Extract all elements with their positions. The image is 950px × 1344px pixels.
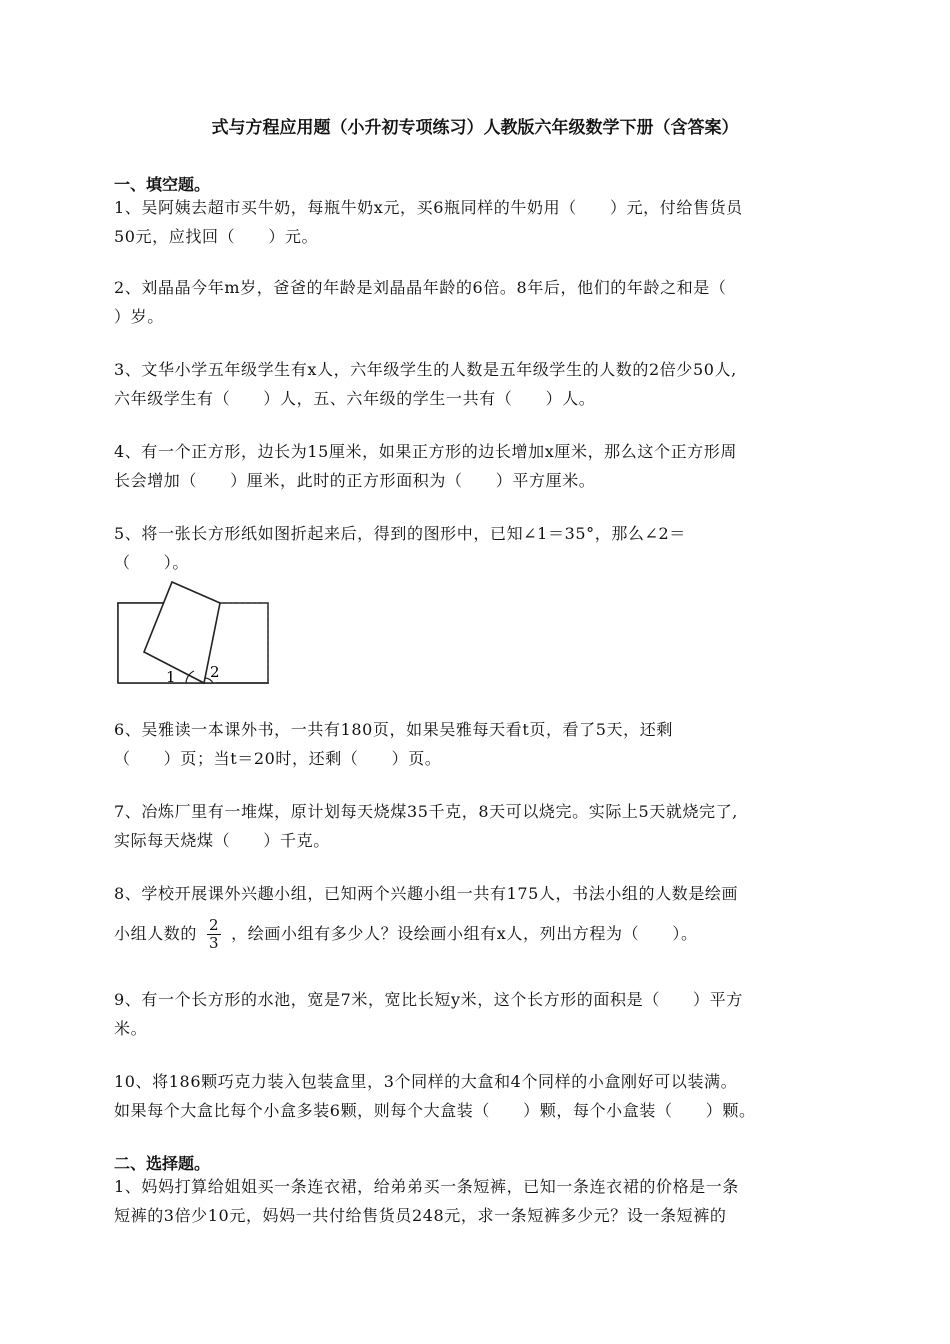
question-4 [114, 437, 844, 495]
question-1-line-1: 1、吴阿姨去超市买牛奶，每瓶牛奶x元，买6瓶同样的牛奶用（ ）元，付给售货员 [114, 198, 743, 217]
fraction-two-thirds [207, 917, 221, 952]
question-9 [114, 985, 844, 1043]
angle-2-label: 2 [210, 663, 220, 681]
question-3-line-2: 六年级学生有（ ）人，五、六年级的学生一共有（ ）人。 [114, 389, 596, 408]
unfolded-dashed-edge [220, 603, 268, 683]
section-heading-choice: 二、选择题。 [114, 1154, 211, 1173]
choice-question-1 [114, 1172, 844, 1230]
question-3-line-1: 3、文华小学五年级学生有x人，六年级学生的人数是五年级学生的人数的2倍少50人, [114, 360, 737, 379]
question-9-line-2: 米。 [114, 1019, 148, 1038]
question-5 [114, 519, 844, 577]
question-2-line-1: 2、刘晶晶今年m岁，爸爸的年龄是刘晶晶年龄的6倍。8年后，他们的年龄之和是（ [114, 278, 727, 297]
choice-question-1-line-2: 短裤的3倍少10元，妈妈一共付给售货员248元，求一条短裤多少元？设一条短裤的 [114, 1206, 727, 1225]
question-4-line-2: 长会增加（ ）厘米，此时的正方形面积为（ ）平方厘米。 [114, 471, 596, 490]
question-10-line-2: 如果每个大盒比每个小盒多装6颗，则每个大盒装（ ）颗，每个小盒装（ ）颗。 [114, 1101, 756, 1120]
question-1 [114, 193, 844, 251]
folded-rectangle-figure [114, 578, 274, 688]
question-7-line-2: 实际每天烧煤（ ）千克。 [114, 831, 330, 850]
angle-1-label: 1 [166, 668, 176, 686]
section-heading-fill-in: 一、填空题。 [114, 175, 211, 194]
question-5-line-2: （ ）。 [114, 553, 190, 572]
question-8-line-1: 8、学校开展课外兴趣小组，已知两个兴趣小组一共有175人，书法小组的人数是绘画 [114, 884, 739, 903]
fraction-numerator: 2 [209, 916, 220, 934]
question-2 [114, 273, 844, 331]
question-9-line-1: 9、有一个长方形的水池，宽是7米，宽比长短y米，这个长方形的面积是（ ）平方 [114, 990, 743, 1009]
choice-question-1-line-1: 1、妈妈打算给姐姐买一条连衣裙，给弟弟买一条短裤，已知一条连衣裙的价格是一条 [114, 1177, 739, 1196]
question-7-line-1: 7、冶炼厂里有一堆煤，原计划每天烧煤35千克，8天可以烧完。实际上5天就烧完了, [114, 802, 738, 821]
page-title: 式与方程应用题（小升初专项练习）人教版六年级数学下册（含答案） [211, 118, 739, 138]
question-3 [114, 355, 844, 413]
question-8-text-a: 小组人数的 [114, 924, 198, 943]
question-8 [114, 879, 844, 952]
question-10-line-1: 10、将186颗巧克力装入包装盒里，3个同样的大盒和4个同样的小盒刚好可以装满。 [114, 1072, 738, 1091]
question-8-line-2 [114, 917, 844, 952]
question-2-line-2: ）岁。 [114, 307, 164, 326]
question-10 [114, 1067, 844, 1125]
question-6-line-1: 6、吴雅读一本课外书，一共有180页，如果吴雅每天看t页，看了5天，还剩 [114, 720, 673, 739]
fraction-denominator: 3 [209, 934, 220, 952]
question-4-line-1: 4、有一个正方形，边长为15厘米，如果正方形的边长增加x厘米，那么这个正方形周 [114, 442, 737, 461]
question-7 [114, 797, 844, 855]
question-6 [114, 715, 844, 773]
question-1-line-2: 50元，应找回（ ）元。 [114, 227, 319, 246]
question-6-line-2: （ ）页；当t＝20时，还剩（ ）页。 [114, 749, 442, 768]
question-5-line-1: 5、将一张长方形纸如图折起来后，得到的图形中，已知∠1＝35°，那么∠2＝ [114, 524, 686, 543]
question-8-text-b: ，绘画小组有多少人？设绘画小组有x人，列出方程为（ ）。 [231, 924, 698, 943]
